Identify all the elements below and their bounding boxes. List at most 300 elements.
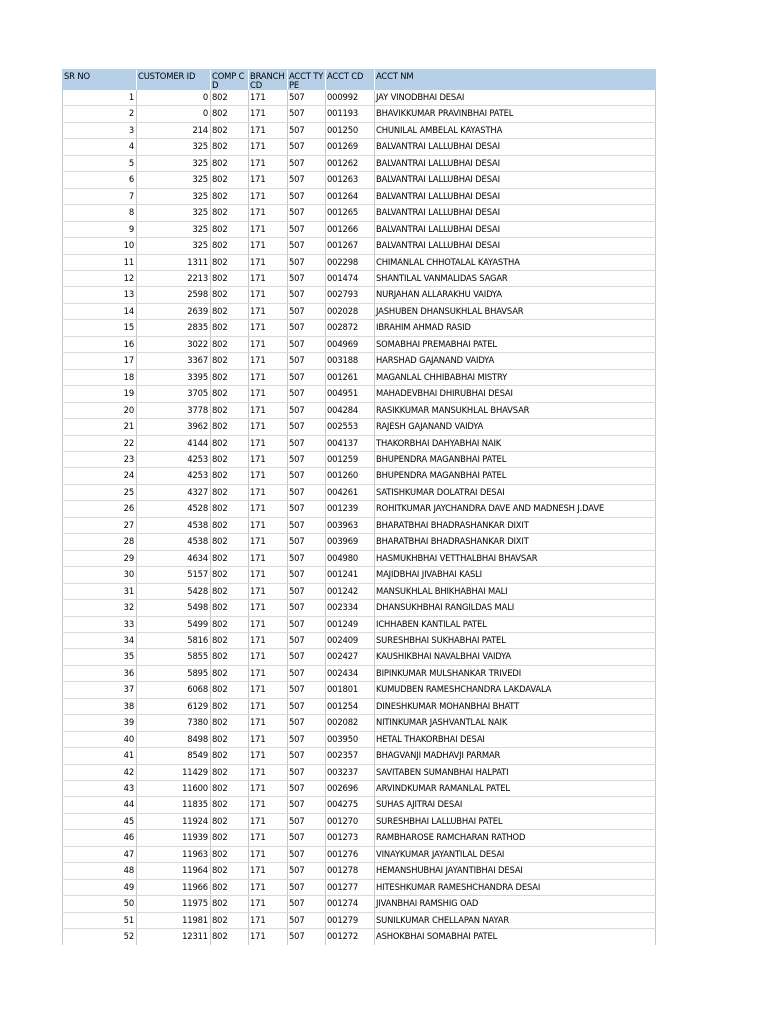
customer-id-cell: 325 (137, 205, 211, 221)
branch-cd-cell: 171 (249, 484, 288, 500)
acct-nm-cell: SOMABHAI PREMABHAI PATEL (375, 336, 656, 352)
acct-type-cell: 507 (288, 567, 326, 583)
comp-cd-cell: 802 (211, 682, 249, 698)
acct-cd-cell: 001266 (326, 221, 375, 237)
comp-cd-cell: 802 (211, 501, 249, 517)
acct-cd-cell: 003950 (326, 731, 375, 747)
customer-id-cell: 11600 (137, 781, 211, 797)
acct-cd-cell: 001274 (326, 896, 375, 912)
acct-cd-cell: 001267 (326, 238, 375, 254)
comp-cd-cell: 802 (211, 106, 249, 122)
comp-cd-cell: 802 (211, 451, 249, 467)
comp-cd-cell: 802 (211, 435, 249, 451)
table-row (63, 270, 656, 286)
table-row (63, 534, 656, 550)
acct-type-cell: 507 (288, 451, 326, 467)
acct-nm-cell: HITESHKUMAR RAMESHCHANDRA DESAI (375, 879, 656, 895)
acct-cd-cell: 001474 (326, 270, 375, 286)
sr-no-cell: 40 (63, 731, 137, 747)
acct-type-cell: 507 (288, 238, 326, 254)
table-row (63, 846, 656, 862)
sr-no-cell: 52 (63, 929, 137, 945)
branch-cd-cell: 171 (249, 205, 288, 221)
acct-type-cell: 507 (288, 254, 326, 270)
sr-no-cell: 18 (63, 369, 137, 385)
branch-cd-cell: 171 (249, 336, 288, 352)
table-row (63, 90, 656, 106)
branch-cd-cell: 171 (249, 320, 288, 336)
acct-nm-cell: MANSUKHLAL BHIKHABHAI MALI (375, 583, 656, 599)
branch-cd-cell: 171 (249, 188, 288, 204)
table-row (63, 336, 656, 352)
comp-cd-cell: 802 (211, 205, 249, 221)
sr-no-cell: 39 (63, 715, 137, 731)
sr-no-cell: 48 (63, 863, 137, 879)
sr-no-cell: 44 (63, 797, 137, 813)
acct-cd-cell: 001269 (326, 139, 375, 155)
branch-cd-cell: 171 (249, 386, 288, 402)
customer-id-cell: 6068 (137, 682, 211, 698)
table-row (63, 863, 656, 879)
acct-nm-cell: NURJAHAN ALLARAKHU VAIDYA (375, 287, 656, 303)
acct-type-cell: 507 (288, 320, 326, 336)
acct-type-cell: 507 (288, 122, 326, 138)
acct-nm-cell: RASIKKUMAR MANSUKHLAL BHAVSAR (375, 402, 656, 418)
comp-cd-cell: 802 (211, 863, 249, 879)
branch-cd-cell: 171 (249, 698, 288, 714)
acct-type-cell: 507 (288, 534, 326, 550)
comp-cd-cell: 802 (211, 287, 249, 303)
acct-cd-cell: 003963 (326, 517, 375, 533)
sr-no-cell: 14 (63, 303, 137, 319)
table-row (63, 616, 656, 632)
sr-no-cell: 27 (63, 517, 137, 533)
table-row (63, 748, 656, 764)
branch-cd-cell: 171 (249, 221, 288, 237)
acct-cd-cell: 001265 (326, 205, 375, 221)
branch-cd-cell: 171 (249, 632, 288, 648)
acct-type-cell: 507 (288, 731, 326, 747)
branch-cd-cell: 171 (249, 501, 288, 517)
acct-cd-cell: 001262 (326, 155, 375, 171)
sr-no-cell: 26 (63, 501, 137, 517)
customer-id-cell: 5855 (137, 649, 211, 665)
comp-cd-cell: 802 (211, 616, 249, 632)
acct-cd-cell: 002334 (326, 600, 375, 616)
branch-cd-cell: 171 (249, 238, 288, 254)
acct-cd-cell: 004980 (326, 550, 375, 566)
acct-nm-cell: RAJESH GAJANAND VAIDYA (375, 419, 656, 435)
comp-cd-cell: 802 (211, 813, 249, 829)
acct-type-cell: 507 (288, 303, 326, 319)
acct-cd-cell: 001259 (326, 451, 375, 467)
acct-nm-cell: BALVANTRAI LALLUBHAI DESAI (375, 139, 656, 155)
acct-nm-cell: SURESHBHAI SUKHABHAI PATEL (375, 632, 656, 648)
acct-nm-cell: NITINKUMAR JASHVANTLAL NAIK (375, 715, 656, 731)
acct-type-cell: 507 (288, 715, 326, 731)
acct-nm-cell: KUMUDBEN RAMESHCHANDRA LAKDAVALA (375, 682, 656, 698)
sr-no-cell: 37 (63, 682, 137, 698)
acct-type-cell: 507 (288, 698, 326, 714)
acct-nm-cell: SURESHBHAI LALLUBHAI PATEL (375, 813, 656, 829)
acct-nm-cell: RAMBHAROSE RAMCHARAN RATHOD (375, 830, 656, 846)
sr-no-cell: 21 (63, 419, 137, 435)
acct-cd-cell: 001261 (326, 369, 375, 385)
branch-cd-cell: 171 (249, 435, 288, 451)
branch-cd-cell: 171 (249, 550, 288, 566)
sr-no-cell: 41 (63, 748, 137, 764)
table-row (63, 172, 656, 188)
branch-cd-cell: 171 (249, 830, 288, 846)
acct-type-cell: 507 (288, 468, 326, 484)
table-row (63, 698, 656, 714)
sr-no-cell: 16 (63, 336, 137, 352)
comp-cd-cell: 802 (211, 846, 249, 862)
branch-cd-cell: 171 (249, 748, 288, 764)
acct-type-cell: 507 (288, 139, 326, 155)
comp-cd-cell: 802 (211, 303, 249, 319)
acct-type-cell: 507 (288, 517, 326, 533)
acct-cd-cell: 001242 (326, 583, 375, 599)
sr-no-cell: 13 (63, 287, 137, 303)
comp-cd-cell: 802 (211, 221, 249, 237)
branch-cd-cell: 171 (249, 764, 288, 780)
table-row (63, 451, 656, 467)
customer-id-cell: 4634 (137, 550, 211, 566)
acct-cd-cell: 002357 (326, 748, 375, 764)
acct-type-cell: 507 (288, 270, 326, 286)
comp-cd-cell: 802 (211, 419, 249, 435)
acct-nm-cell: BHAGVANJI MADHAVJI PARMAR (375, 748, 656, 764)
table-row (63, 715, 656, 731)
comp-cd-cell: 802 (211, 583, 249, 599)
comp-cd-cell: 802 (211, 929, 249, 945)
acct-type-cell: 507 (288, 912, 326, 928)
comp-cd-cell: 802 (211, 632, 249, 648)
branch-cd-cell: 171 (249, 863, 288, 879)
branch-cd-cell: 171 (249, 715, 288, 731)
comp-cd-cell: 802 (211, 764, 249, 780)
customer-id-cell: 3705 (137, 386, 211, 402)
table-row (63, 238, 656, 254)
acct-cd-cell: 000992 (326, 90, 375, 106)
acct-nm-cell: BALVANTRAI LALLUBHAI DESAI (375, 172, 656, 188)
acct-nm-cell: SATISHKUMAR DOLATRAI DESAI (375, 484, 656, 500)
acct-nm-cell: ASHOKBHAI SOMABHAI PATEL (375, 929, 656, 945)
acct-cd-cell: 002028 (326, 303, 375, 319)
acct-cd-cell: 004969 (326, 336, 375, 352)
comp-cd-cell: 802 (211, 90, 249, 106)
acct-nm-cell: SUHAS AJITRAI DESAI (375, 797, 656, 813)
acct-nm-cell: DINESHKUMAR MOHANBHAI BHATT (375, 698, 656, 714)
table-row (63, 797, 656, 813)
comp-cd-cell: 802 (211, 600, 249, 616)
acct-cd-cell: 001254 (326, 698, 375, 714)
customer-id-cell: 0 (137, 90, 211, 106)
table-row (63, 303, 656, 319)
acct-type-cell: 507 (288, 402, 326, 418)
sr-no-cell: 8 (63, 205, 137, 221)
acct-nm-cell: BALVANTRAI LALLUBHAI DESAI (375, 221, 656, 237)
branch-cd-cell: 171 (249, 254, 288, 270)
customer-id-cell: 8549 (137, 748, 211, 764)
acct-type-cell: 507 (288, 649, 326, 665)
branch-cd-cell: 171 (249, 419, 288, 435)
acct-type-cell: 507 (288, 419, 326, 435)
branch-cd-cell: 171 (249, 287, 288, 303)
acct-type-cell: 507 (288, 665, 326, 681)
acct-cd-cell: 004261 (326, 484, 375, 500)
sr-no-cell: 12 (63, 270, 137, 286)
customer-id-cell: 11835 (137, 797, 211, 813)
sr-no-cell: 23 (63, 451, 137, 467)
sr-no-cell: 45 (63, 813, 137, 829)
acct-cd-cell: 003188 (326, 353, 375, 369)
customer-id-cell: 5816 (137, 632, 211, 648)
comp-cd-cell: 802 (211, 188, 249, 204)
acct-type-cell: 507 (288, 369, 326, 385)
table-row (63, 929, 656, 945)
branch-cd-cell: 171 (249, 929, 288, 945)
customer-id-cell: 4327 (137, 484, 211, 500)
sr-no-cell: 49 (63, 879, 137, 895)
table-row (63, 813, 656, 829)
branch-cd-cell: 171 (249, 846, 288, 862)
branch-cd-cell: 171 (249, 172, 288, 188)
acct-type-cell: 507 (288, 781, 326, 797)
customer-id-cell: 4144 (137, 435, 211, 451)
customer-id-cell: 4253 (137, 468, 211, 484)
customer-id-cell: 2639 (137, 303, 211, 319)
table-row (63, 188, 656, 204)
branch-cd-cell: 171 (249, 353, 288, 369)
acct-type-cell: 507 (288, 600, 326, 616)
comp-cd-cell: 802 (211, 386, 249, 402)
branch-cd-cell: 171 (249, 567, 288, 583)
acct-type-cell: 507 (288, 435, 326, 451)
acct-nm-cell: SHANTILAL VANMALIDAS SAGAR (375, 270, 656, 286)
acct-cd-cell: 003237 (326, 764, 375, 780)
sr-no-cell: 51 (63, 912, 137, 928)
branch-cd-cell: 171 (249, 583, 288, 599)
acct-cd-cell: 002427 (326, 649, 375, 665)
acct-cd-cell: 001272 (326, 929, 375, 945)
customer-id-cell: 11924 (137, 813, 211, 829)
comp-cd-cell: 802 (211, 155, 249, 171)
comp-cd-cell: 802 (211, 665, 249, 681)
customer-id-cell: 5499 (137, 616, 211, 632)
acct-cd-cell: 001239 (326, 501, 375, 517)
comp-cd-cell: 802 (211, 468, 249, 484)
branch-cd-cell: 171 (249, 665, 288, 681)
customer-id-cell: 214 (137, 122, 211, 138)
branch-cd-cell: 171 (249, 517, 288, 533)
sr-no-cell: 47 (63, 846, 137, 862)
sr-no-cell: 30 (63, 567, 137, 583)
acct-nm-cell: ICHHABEN KANTILAL PATEL (375, 616, 656, 632)
customer-id-cell: 11981 (137, 912, 211, 928)
comp-cd-cell: 802 (211, 698, 249, 714)
acct-type-cell: 507 (288, 813, 326, 829)
table-row (63, 632, 656, 648)
branch-cd-cell: 171 (249, 649, 288, 665)
acct-cd-cell: 003969 (326, 534, 375, 550)
acct-cd-cell: 004951 (326, 386, 375, 402)
table-row (63, 550, 656, 566)
branch-cd-cell: 171 (249, 369, 288, 385)
customer-id-cell: 5895 (137, 665, 211, 681)
sr-no-cell: 9 (63, 221, 137, 237)
table-row (63, 386, 656, 402)
acct-type-cell: 507 (288, 863, 326, 879)
acct-nm-cell: HETAL THAKORBHAI DESAI (375, 731, 656, 747)
table-row (63, 435, 656, 451)
acct-cd-cell: 001273 (326, 830, 375, 846)
sr-no-cell: 22 (63, 435, 137, 451)
customer-id-cell: 6129 (137, 698, 211, 714)
customer-accounts-sheet (62, 69, 656, 945)
comp-cd-cell: 802 (211, 830, 249, 846)
comp-cd-header: COMP CD (211, 70, 249, 91)
acct-type-cell: 507 (288, 830, 326, 846)
acct-nm-cell: BHUPENDRA MAGANBHAI PATEL (375, 468, 656, 484)
customer-id-cell: 2598 (137, 287, 211, 303)
acct-nm-cell: SUNILKUMAR CHELLAPAN NAYAR (375, 912, 656, 928)
acct-cd-cell: 001250 (326, 122, 375, 138)
customer-id-cell: 11966 (137, 879, 211, 895)
acct-nm-cell: THAKORBHAI DAHYABHAI NAIK (375, 435, 656, 451)
acct-nm-cell: SAVITABEN SUMANBHAI HALPATI (375, 764, 656, 780)
branch-cd-cell: 171 (249, 797, 288, 813)
branch-cd-cell: 171 (249, 534, 288, 550)
acct-nm-cell: ARVINDKUMAR RAMANLAL PATEL (375, 781, 656, 797)
table-row (63, 468, 656, 484)
acct-type-cell: 507 (288, 90, 326, 106)
branch-cd-cell: 171 (249, 912, 288, 928)
table-row (63, 764, 656, 780)
comp-cd-cell: 802 (211, 517, 249, 533)
customer-id-cell: 325 (137, 221, 211, 237)
comp-cd-cell: 802 (211, 567, 249, 583)
acct-nm-cell: BALVANTRAI LALLUBHAI DESAI (375, 155, 656, 171)
branch-cd-cell: 171 (249, 303, 288, 319)
acct-nm-cell: JAY VINODBHAI DESAI (375, 90, 656, 106)
table-row (63, 896, 656, 912)
sr-no-cell: 32 (63, 600, 137, 616)
comp-cd-cell: 802 (211, 896, 249, 912)
sr-no-cell: 25 (63, 484, 137, 500)
acct-cd-cell: 002409 (326, 632, 375, 648)
customer-accounts-table (62, 69, 656, 945)
branch-cd-cell: 171 (249, 600, 288, 616)
acct-cd-cell: 001264 (326, 188, 375, 204)
table-row (63, 484, 656, 500)
comp-cd-cell: 802 (211, 270, 249, 286)
customer-id-cell: 0 (137, 106, 211, 122)
comp-cd-cell: 802 (211, 715, 249, 731)
comp-cd-cell: 802 (211, 649, 249, 665)
branch-cd-cell: 171 (249, 155, 288, 171)
customer-id-cell: 11964 (137, 863, 211, 879)
customer-id-cell: 3367 (137, 353, 211, 369)
acct-cd-cell: 001193 (326, 106, 375, 122)
sr-no-cell: 4 (63, 139, 137, 155)
acct-cd-cell: 001260 (326, 468, 375, 484)
comp-cd-cell: 802 (211, 369, 249, 385)
table-row (63, 583, 656, 599)
table-row (63, 419, 656, 435)
acct-cd-cell: 001249 (326, 616, 375, 632)
acct-type-cell: 507 (288, 501, 326, 517)
sr-no-cell: 20 (63, 402, 137, 418)
branch-cd-header: BRANCH CD (249, 70, 288, 91)
acct-cd-cell: 002298 (326, 254, 375, 270)
acct-cd-cell: 002793 (326, 287, 375, 303)
acct-cd-cell: 002434 (326, 665, 375, 681)
acct-type-cell: 507 (288, 353, 326, 369)
customer-id-cell: 2213 (137, 270, 211, 286)
acct-nm-cell: BHARATBHAI BHADRASHANKAR DIXIT (375, 534, 656, 550)
acct-type-cell: 507 (288, 616, 326, 632)
branch-cd-cell: 171 (249, 451, 288, 467)
acct-nm-cell: BALVANTRAI LALLUBHAI DESAI (375, 238, 656, 254)
acct-nm-cell: BALVANTRAI LALLUBHAI DESAI (375, 188, 656, 204)
acct-cd-cell: 001276 (326, 846, 375, 862)
branch-cd-cell: 171 (249, 896, 288, 912)
customer-id-cell: 3778 (137, 402, 211, 418)
customer-id-cell: 325 (137, 238, 211, 254)
sr-no-cell: 43 (63, 781, 137, 797)
sr-no-cell: 24 (63, 468, 137, 484)
acct-type-cell: 507 (288, 336, 326, 352)
acct-cd-cell: 004284 (326, 402, 375, 418)
comp-cd-cell: 802 (211, 353, 249, 369)
customer-id-cell: 4538 (137, 534, 211, 550)
acct-nm-cell: JIVANBHAI RAMSHIG OAD (375, 896, 656, 912)
comp-cd-cell: 802 (211, 172, 249, 188)
table-body (63, 90, 656, 945)
acct-type-cell: 507 (288, 583, 326, 599)
table-row (63, 517, 656, 533)
customer-id-cell: 3395 (137, 369, 211, 385)
acct-type-cell: 507 (288, 155, 326, 171)
table-row (63, 781, 656, 797)
customer-id-cell: 5498 (137, 600, 211, 616)
comp-cd-cell: 802 (211, 402, 249, 418)
table-row (63, 106, 656, 122)
customer-id-cell: 11939 (137, 830, 211, 846)
sr-no-cell: 3 (63, 122, 137, 138)
acct-type-cell: 507 (288, 484, 326, 500)
branch-cd-cell: 171 (249, 90, 288, 106)
comp-cd-cell: 802 (211, 336, 249, 352)
customer-id-cell: 12311 (137, 929, 211, 945)
sr-no-cell: 6 (63, 172, 137, 188)
acct-type-cell: 507 (288, 632, 326, 648)
customer-id-cell: 11963 (137, 846, 211, 862)
acct-nm-cell: BHARATBHAI BHADRASHANKAR DIXIT (375, 517, 656, 533)
acct-nm-cell: MAGANLAL CHHIBABHAI MISTRY (375, 369, 656, 385)
acct-nm-cell: ROHITKUMAR JAYCHANDRA DAVE AND MADNESH J.DAVE (375, 501, 656, 517)
comp-cd-cell: 802 (211, 912, 249, 928)
comp-cd-cell: 802 (211, 731, 249, 747)
acct-cd-cell: 004275 (326, 797, 375, 813)
branch-cd-cell: 171 (249, 781, 288, 797)
acct-type-cell: 507 (288, 172, 326, 188)
comp-cd-cell: 802 (211, 748, 249, 764)
customer-id-cell: 4528 (137, 501, 211, 517)
branch-cd-cell: 171 (249, 270, 288, 286)
